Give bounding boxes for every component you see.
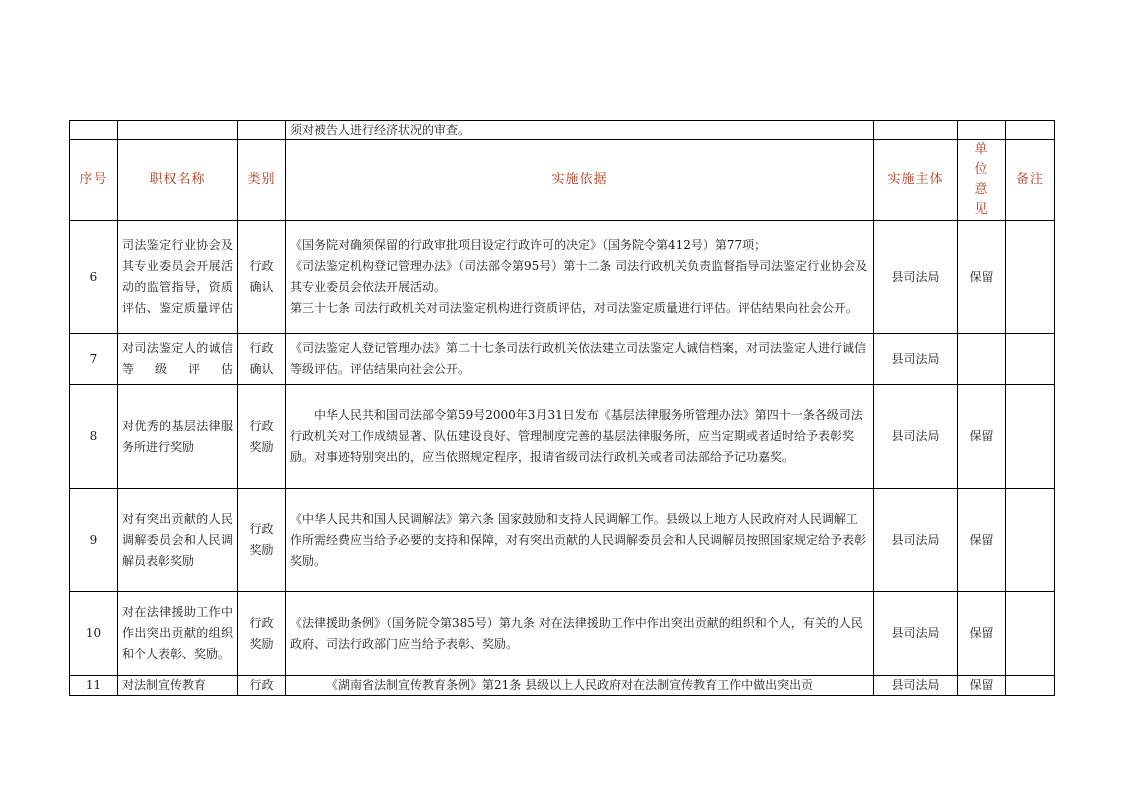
- row-basis: [286, 385, 874, 489]
- row-remark: [1006, 676, 1055, 696]
- row-no: 11: [70, 676, 118, 696]
- header-opinion: 单位意见: [958, 140, 1006, 221]
- row-opinion: 保留: [958, 385, 1006, 489]
- row-type: 行政奖励: [238, 385, 286, 489]
- row-remark: [1006, 489, 1055, 592]
- header-row: [70, 140, 1055, 221]
- row-no: 10: [70, 592, 118, 676]
- row-opinion: 保留: [958, 489, 1006, 592]
- row-opinion: 保留: [958, 676, 1006, 696]
- row-no: 6: [70, 221, 118, 334]
- continuation-text: 须对被告人进行经济状况的审查。: [286, 121, 874, 140]
- row-name: 对优秀的基层法律服务所进行奖励: [118, 385, 238, 489]
- row-basis: [286, 592, 874, 676]
- authority-table: [69, 120, 1055, 696]
- row-subject: 县司法局: [874, 221, 958, 334]
- row-remark: [1006, 334, 1055, 385]
- row-type: 行政奖励: [238, 489, 286, 592]
- row-name: 对在法律援助工作中作出突出贡献的组织和个人表彰、奖励。: [118, 592, 238, 676]
- row-opinion: 保留: [958, 592, 1006, 676]
- row-opinion: 保留: [958, 221, 1006, 334]
- header-type: 类别: [238, 140, 286, 221]
- row-no: 7: [70, 334, 118, 385]
- basis-line: 中华人民共和国司法部令第59号2000年3月31日发布《基层法律服务所管理办法》第四十一条各级司法行政机关对工作成绩显著、队伍建设良好、管理制度完善的基层法律服务所，应当定期或者适时给予表彰奖励。对事迹特别突出的，应当依照规定程序，报请省级司法行政机关或者司法部给予记功嘉奖。: [290, 408, 863, 464]
- row-name: 对有突出贡献的人民调解委员会和人民调解员表彰奖励: [118, 489, 238, 592]
- row-subject: 县司法局: [874, 592, 958, 676]
- continuation-row: [70, 121, 1055, 140]
- table-row: [70, 334, 1055, 385]
- row-subject: 县司法局: [874, 489, 958, 592]
- row-type: 行政确认: [238, 334, 286, 385]
- row-name: 司法鉴定行业协会及其专业委员会开展活动的监管指导，资质评估、鉴定质量评估: [118, 221, 238, 334]
- header-remark: 备注: [1006, 140, 1055, 221]
- table-row: [70, 221, 1055, 334]
- basis-line: 《法律援助条例》（国务院令第385号）第九条 对在法律援助工作中作出突出贡献的组织和个人，有关的人民政府、司法行政部门应当给予表彰、奖励。: [290, 615, 863, 651]
- basis-line: 《中华人民共和国人民调解法》第六条 国家鼓励和支持人民调解工作。县级以上地方人民政府对人民调解工作所需经费应当给予必要的支持和保障，对有突出贡献的人民调解委员会和人民调解员按照国家规定给予表彰奖励。: [290, 511, 867, 568]
- row-remark: [1006, 221, 1055, 334]
- table-row: [70, 385, 1055, 489]
- header-subject: 实施主体: [874, 140, 958, 221]
- basis-line: 第三十七条 司法行政机关对司法鉴定机构进行资质评估，对司法鉴定质量进行评估。评估结果向社会公开。: [290, 301, 858, 315]
- header-basis: 实施依据: [286, 140, 874, 221]
- row-subject: 县司法局: [874, 676, 958, 696]
- row-no: 9: [70, 489, 118, 592]
- row-remark: [1006, 385, 1055, 489]
- row-type: 行政奖励: [238, 592, 286, 676]
- row-basis: [286, 334, 874, 385]
- row-name: 对法制宣传教育: [118, 676, 238, 696]
- row-basis: [286, 221, 874, 334]
- basis-line: 《湖南省法制宣传教育条例》第21条 县级以上人民政府对在法制宣传教育工作中做出突出贡: [326, 678, 814, 692]
- row-no: 8: [70, 385, 118, 489]
- header-no: 序号: [70, 140, 118, 221]
- row-subject: 县司法局: [874, 334, 958, 385]
- row-type: 行政确认: [238, 221, 286, 334]
- basis-line: 《司法鉴定机构登记管理办法》（司法部令第95号）第十二条 司法行政机关负责监督指导司法鉴定行业协会及其专业委员会依法开展活动。: [290, 259, 868, 294]
- row-name: 对司法鉴定人的诚信等级评估: [118, 334, 238, 385]
- row-basis: [286, 676, 874, 696]
- header-name: 职权名称: [118, 140, 238, 221]
- basis-line: 《司法鉴定人登记管理办法》第二十七条司法行政机关依法建立司法鉴定人诚信档案，对司法鉴定人进行诚信等级评估。评估结果向社会公开。: [290, 341, 867, 376]
- basis-line: 《国务院对确须保留的行政审批项目设定行政许可的决定》（国务院令第412号）第77项；: [290, 238, 767, 252]
- row-subject: 县司法局: [874, 385, 958, 489]
- table-row: [70, 592, 1055, 676]
- row-basis: [286, 489, 874, 592]
- table-row: [70, 489, 1055, 592]
- table-row: [70, 676, 1055, 696]
- row-remark: [1006, 592, 1055, 676]
- row-opinion: [958, 334, 1006, 385]
- row-type: 行政: [238, 676, 286, 696]
